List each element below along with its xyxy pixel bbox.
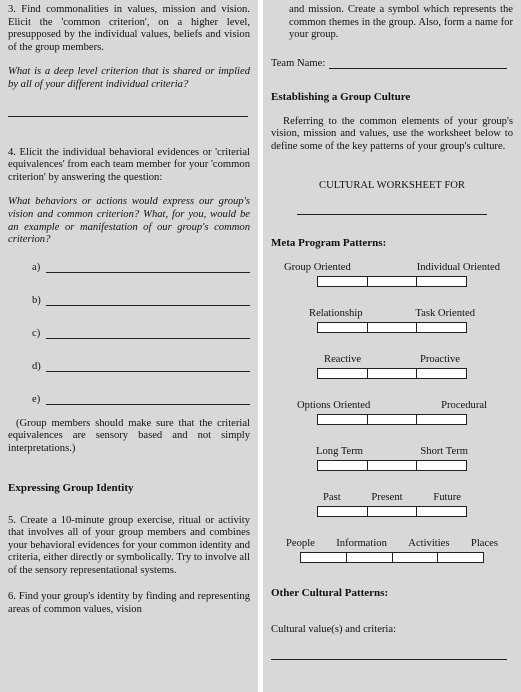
answer-lines: [8, 259, 250, 405]
scale-cell[interactable]: [438, 553, 483, 562]
pattern-past-present-future-scale: [317, 506, 467, 517]
item-6-continued: and mission. Create a symbol which represents the common themes in the group. Also, form a name for your group.: [289, 4, 513, 41]
scale-cell[interactable]: [417, 277, 466, 286]
scale-cell[interactable]: [368, 323, 418, 332]
answer-line-b[interactable]: [32, 292, 250, 306]
answer-label: d): [32, 360, 41, 372]
pattern-group-individual: [284, 262, 500, 274]
pattern-people-information-activities-places-scale: [300, 552, 484, 563]
pattern-past-present-future: [323, 492, 461, 504]
scale-cell[interactable]: [368, 461, 418, 470]
answer-line-d[interactable]: [32, 358, 250, 372]
scale-cell[interactable]: [368, 277, 418, 286]
cultural-values-line[interactable]: [271, 659, 507, 660]
scale-cell[interactable]: [417, 415, 466, 424]
pattern-label: Options Oriented: [297, 400, 371, 412]
pattern-label: Relationship: [309, 308, 363, 320]
scale-cell[interactable]: [368, 507, 418, 516]
pattern-label: Long Term: [316, 446, 364, 458]
scale-cell[interactable]: [393, 553, 439, 562]
section-heading-group-identity: Expressing Group Identity: [8, 481, 134, 494]
answer-label: e): [32, 393, 41, 405]
scale-cell[interactable]: [301, 553, 347, 562]
pattern-label: Past: [323, 492, 341, 504]
answer-line-e[interactable]: [32, 391, 250, 405]
pattern-label: Procedural: [441, 400, 487, 412]
pattern-label: Places: [470, 538, 498, 550]
pattern-label: Information: [336, 538, 387, 550]
answer-line-c[interactable]: [32, 325, 250, 339]
answer-line-a[interactable]: [32, 259, 250, 273]
pattern-long-short-scale: [317, 460, 467, 471]
scale-cell[interactable]: [318, 461, 368, 470]
pattern-options-procedural-scale: [317, 414, 467, 425]
scale-cell[interactable]: [368, 415, 418, 424]
item-4-text: 4. Elicit the individual behavioral evidences or 'criterial equivalences' from each team member for your 'common criterion' by answering the question:: [8, 146, 250, 183]
item-6-text: 6. Find your group's identity by finding and representing areas of common values, vision: [8, 591, 250, 616]
cultural-values-label: Cultural value(s) and criteria:: [271, 624, 397, 636]
section-heading-group-culture: Establishing a Group Culture: [271, 90, 411, 103]
worksheet-name-line[interactable]: [297, 214, 487, 215]
pattern-options-procedural: [297, 400, 487, 412]
pattern-reactive-proactive: [324, 354, 460, 366]
answer-label: c): [32, 327, 41, 339]
team-name-row: [271, 58, 513, 69]
pattern-group-individual-scale: [317, 276, 467, 287]
item-3-question: What is a deep level criterion that is shared or implied by all of your different individual criteria?: [8, 66, 250, 90]
pattern-relationship-task-scale: [317, 322, 467, 333]
scale-cell[interactable]: [347, 553, 393, 562]
pattern-long-short: [316, 446, 468, 458]
section-heading-other-patterns: Other Cultural Patterns:: [271, 587, 389, 600]
item-5-text: 5. Create a 10-minute group exercise, ritual or activity that involves all of your group members and combines your behavioral evidences for your common identity and criteria, either directly or symbolically. Try to involve all of the sensory representational systems.: [8, 514, 250, 576]
left-column: [0, 0, 258, 692]
right-column: [263, 0, 521, 692]
pattern-label: Group Oriented: [284, 262, 351, 274]
answer-label: a): [32, 261, 41, 273]
pattern-people-information-activities-places: [286, 538, 498, 550]
scale-cell[interactable]: [417, 323, 466, 332]
scale-cell[interactable]: [368, 369, 418, 378]
scale-cell[interactable]: [417, 369, 466, 378]
pattern-label: Short Term: [420, 446, 468, 458]
pattern-label: Task Oriented: [415, 308, 475, 320]
pattern-relationship-task: [309, 308, 475, 320]
scale-cell[interactable]: [417, 507, 466, 516]
pattern-label: Reactive: [324, 354, 362, 366]
scale-cell[interactable]: [318, 415, 368, 424]
team-name-field[interactable]: [329, 58, 507, 69]
pattern-label: Activities: [408, 538, 450, 550]
scale-cell[interactable]: [417, 461, 466, 470]
scale-cell[interactable]: [318, 369, 368, 378]
pattern-label: People: [286, 538, 315, 550]
scale-cell[interactable]: [318, 277, 368, 286]
item-3-answer-line[interactable]: [8, 116, 248, 117]
pattern-label: Present: [371, 492, 403, 504]
pattern-label: Individual Oriented: [416, 262, 500, 274]
item-3-text: 3. Find commonalities in values, mission and vision. Elicit the 'common criterion', on a higher level, presupposed by the individual values, beliefs and vision of the group members.: [8, 4, 250, 53]
culture-text: Referring to the common elements of your group's vision, mission and values, use the worksheet below to define some of the key patterns of your group's culture.: [271, 115, 513, 152]
scale-cell[interactable]: [318, 323, 368, 332]
pattern-reactive-proactive-scale: [317, 368, 467, 379]
answer-label: b): [32, 294, 41, 306]
note-text: (Group members should make sure that the criterial equivalences are sensory based and not simply interpretations.): [8, 417, 250, 454]
pattern-label: Proactive: [419, 354, 460, 366]
team-name-label: Team Name:: [271, 57, 326, 69]
section-heading-meta-program: Meta Program Patterns:: [271, 237, 387, 250]
scale-cell[interactable]: [318, 507, 368, 516]
worksheet-title: CULTURAL WORKSHEET FOR: [319, 179, 465, 191]
item-4-question: What behaviors or actions would express our group's vision and common criterion? What, for you, would be an example or manifestation of our group's common criterion?: [8, 196, 250, 246]
pattern-label: Future: [433, 492, 461, 504]
